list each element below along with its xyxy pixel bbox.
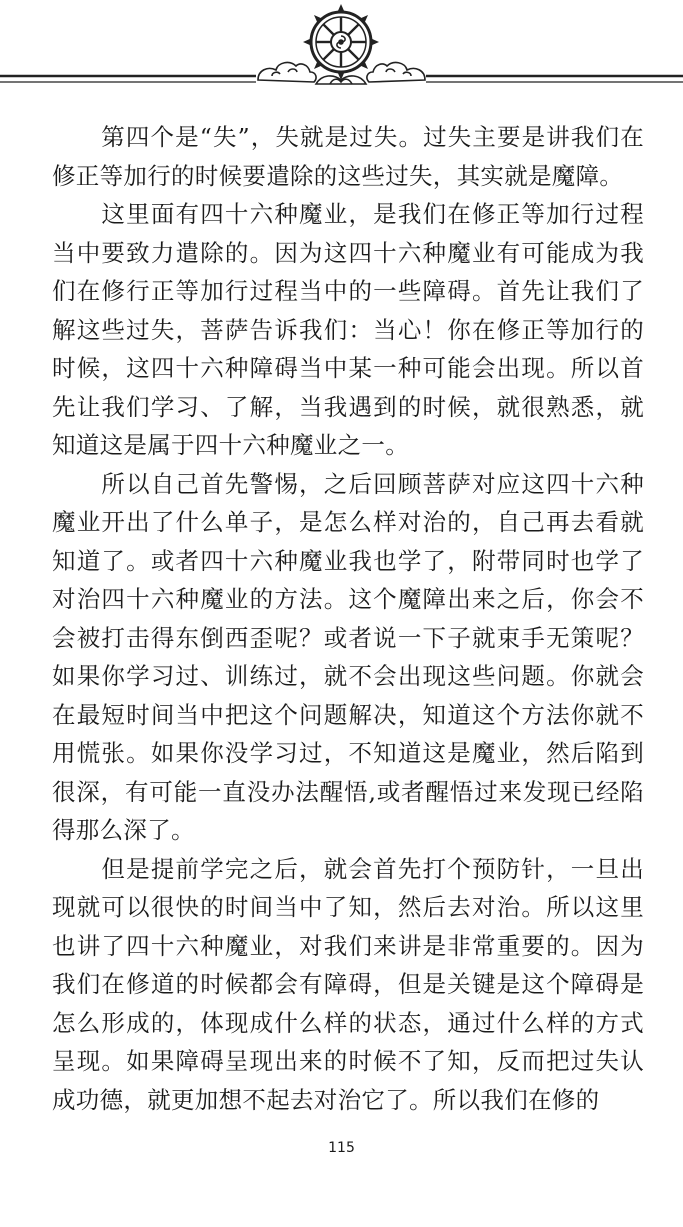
body-text bbox=[52, 118, 644, 1119]
page-number: 115 bbox=[328, 1140, 355, 1156]
paragraph: 第四个是“失”，失就是过失。过失主要是讲我们在修正等加行的时候要遣除的这些过失，其实就是魔障。 bbox=[52, 123, 644, 190]
paragraph: 这里面有四十六种魔业，是我们在修正等加行过程当中要致力遣除的。因为这四十六种魔业有可能成为我们在修行正等加行过程当中的一些障碍。首先让我们了解这些过失，菩萨告诉我们：当心！你在修正等加行的时候，这四十六种障碍当中某一种可能会出现。所以首先让我们学习、了解，当我遇到的时候，就很熟悉，就知道这是属于四十六种魔业之一。 bbox=[52, 200, 644, 459]
paragraph: 但是提前学完之后，就会首先打个预防针，一旦出现就可以很快的时间当中了知，然后去对治。所以这里也讲了四十六种魔业，对我们来讲是非常重要的。因为我们在修道的时候都会有障碍，但是关键是这个障碍是怎么形成的，体现成什么样的状态，通过什么样的方式呈现。如果障碍呈现出来的时候不了知，反而把过失认成功德，就更加想不起去对治它了。所以我们在修的 bbox=[52, 854, 644, 1114]
dharma-wheel-icon bbox=[0, 0, 683, 100]
paragraph: 所以自己首先警惕，之后回顾菩萨对应这四十六种魔业开出了什么单子，是怎么样对治的，自己再去看就知道了。或者四十六种魔业我也学了，附带同时也学了对治四十六种魔业的方法。这个魔障出来之后，你会不会被打击得东倒西歪呢？或者说一下子就束手无策呢？如果你学习过、训练过，就不会出现这些问题。你就会在最短时间当中把这个问题解决，知道这个方法你就不用慌张。如果你没学习过，不知道这是魔业，然后陷到很深，有可能一直没办法醒悟,或者醒悟过来发现已经陷得那么深了。 bbox=[52, 469, 644, 844]
page-header-ornament bbox=[0, 0, 683, 100]
